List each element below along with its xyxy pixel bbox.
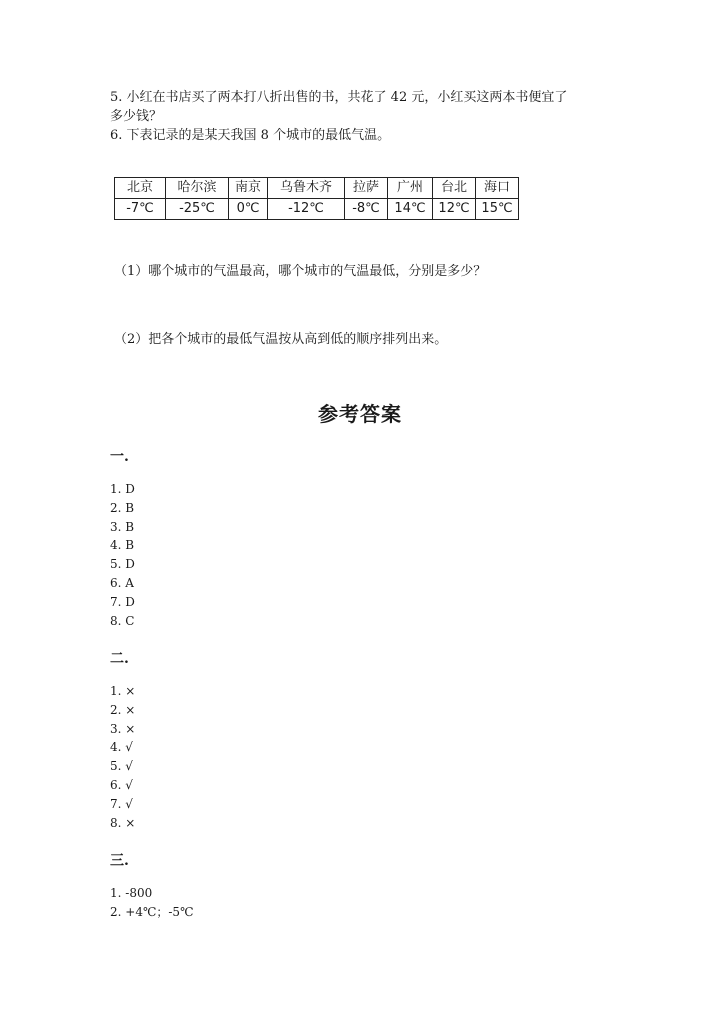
- list-item: 1. -800: [110, 886, 153, 900]
- list-item: 8. C: [110, 613, 135, 628]
- table-cell-temp: 14℃: [388, 199, 433, 220]
- list-item: 6. A: [110, 575, 134, 590]
- question-5-line-1: 5. 小红在书店买了两本打八折出售的书，共花了 42 元，小红买这两本书便宜了: [110, 90, 568, 105]
- list-item: 5. √: [110, 759, 133, 774]
- list-item: 3. ×: [110, 721, 136, 736]
- table-cell-city: 海口: [476, 178, 519, 199]
- section-heading-1: 一.: [110, 449, 129, 465]
- table-cell-temp: 15℃: [476, 199, 519, 220]
- list-item: 8. ×: [110, 815, 136, 830]
- table-cell-city: 北京: [115, 178, 166, 199]
- section-heading-2: 二.: [110, 651, 129, 667]
- temperature-table: [114, 177, 519, 220]
- list-item: 1. D: [110, 482, 135, 496]
- table-cell-city: 乌鲁木齐: [268, 178, 345, 199]
- table-cell-city: 广州: [388, 178, 433, 199]
- list-item: 4. √: [110, 740, 133, 755]
- table-cell-temp: -7℃: [115, 199, 166, 220]
- answers-title: 参考答案: [318, 402, 402, 426]
- table-cell-temp: 0℃: [229, 199, 268, 220]
- list-item: 2. +4℃；-5℃: [110, 904, 194, 919]
- list-item: 1. ×: [110, 684, 136, 698]
- list-item: 7. D: [110, 594, 135, 609]
- subquestion-2: （2）把各个城市的最低气温按从高到低的顺序排列出来。: [114, 332, 448, 347]
- list-item: 6. √: [110, 777, 133, 792]
- table-cell-temp: -25℃: [166, 199, 229, 220]
- answer-list-2: [110, 682, 135, 832]
- question-5-line-2: 多少钱？: [110, 109, 163, 124]
- list-item: 3. B: [110, 519, 135, 534]
- list-item: 5. D: [110, 557, 135, 572]
- table-cell-city: 台北: [433, 178, 476, 199]
- answer-list-1: [110, 480, 135, 630]
- table-cell-city: 拉萨: [345, 178, 388, 199]
- table-cell-temp: 12℃: [433, 199, 476, 220]
- table-cell-temp: -8℃: [345, 199, 388, 220]
- list-item: 2. ×: [110, 702, 136, 717]
- question-6: 6. 下表记录的是某天我国 8 个城市的最低气温。: [110, 128, 391, 143]
- list-item: 2. B: [110, 500, 135, 515]
- answer-list-3: [110, 884, 194, 922]
- list-item: 4. B: [110, 538, 135, 553]
- section-heading-3: 三.: [110, 853, 129, 869]
- list-item: 7. √: [110, 796, 133, 811]
- table-cell-city: 哈尔滨: [166, 178, 229, 199]
- subquestion-1: （1）哪个城市的气温最高，哪个城市的气温最低，分别是多少？: [114, 264, 487, 279]
- table-cell-city: 南京: [229, 178, 268, 199]
- table-row-cities: [115, 178, 519, 199]
- table-row-temps: [115, 199, 519, 220]
- table-cell-temp: -12℃: [268, 199, 345, 220]
